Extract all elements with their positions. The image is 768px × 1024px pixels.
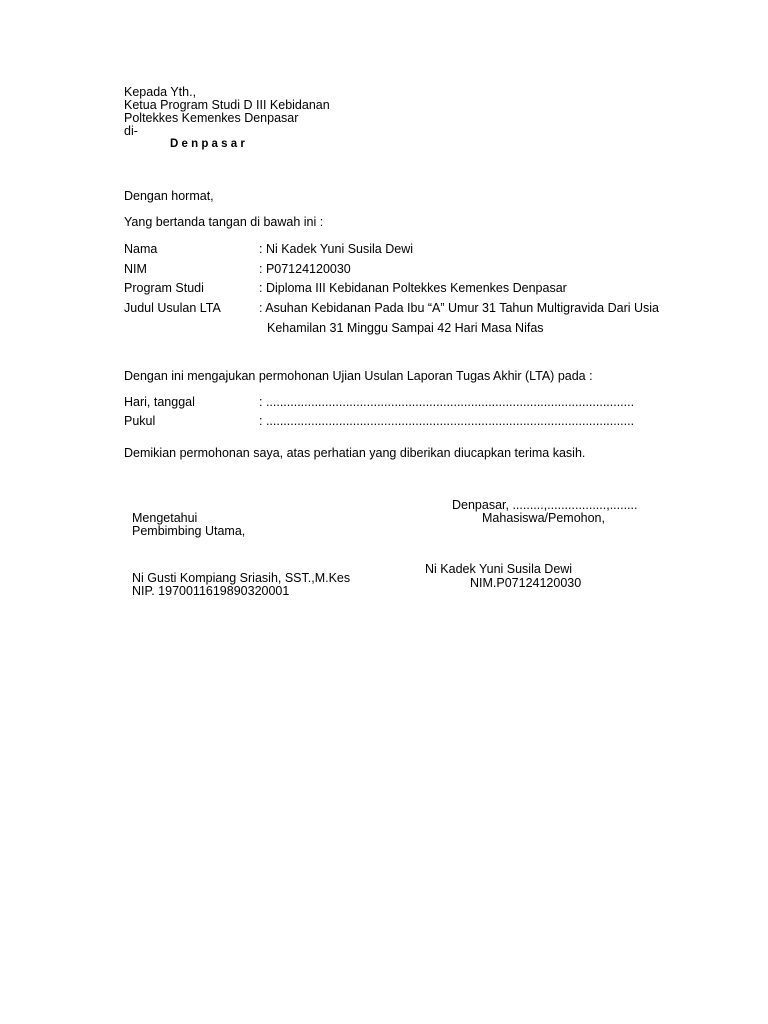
- identity-label-nama: Nama: [124, 242, 158, 256]
- closing-text: Demikian permohonan saya, atas perhatian yang diberikan diucapkan terima kasih.: [124, 446, 586, 460]
- address-line-1: Kepada Yth.,: [124, 85, 197, 99]
- approval-label: Mengetahui: [132, 511, 198, 525]
- schedule-label-date: Hari, tanggal: [124, 395, 195, 409]
- applicant-role: Mahasiswa/Pemohon,: [482, 511, 605, 525]
- identity-value-nim: : P07124120030: [259, 262, 351, 276]
- address-line-3: Poltekkes Kemenkes Denpasar: [124, 111, 299, 125]
- identity-value-judul-cont: Kehamilan 31 Minggu Sampai 42 Hari Masa Nifas: [267, 321, 544, 335]
- supervisor-name: Ni Gusti Kompiang Sriasih, SST.,M.Kes: [132, 571, 351, 585]
- identity-value-judul: : Asuhan Kebidanan Pada Ibu “A” Umur 31 Tahun Multigravida Dari Usia: [259, 301, 659, 315]
- address-line-4: di-: [124, 124, 138, 138]
- intro-text: Yang bertanda tangan di bawah ini :: [124, 215, 324, 229]
- address-line-2: Ketua Program Studi D III Kebidanan: [124, 98, 330, 112]
- supervisor-nip: NIP. 1970011619890320001: [132, 584, 290, 598]
- identity-label-program: Program Studi: [124, 281, 204, 295]
- supervisor-title: Pembimbing Utama,: [132, 524, 246, 538]
- schedule-label-time: Pukul: [124, 414, 156, 428]
- applicant-nim: NIM.P07124120030: [470, 576, 582, 590]
- identity-value-nama: : Ni Kadek Yuni Susila Dewi: [259, 242, 414, 256]
- identity-label-nim: NIM: [124, 262, 147, 276]
- applicant-name: Ni Kadek Yuni Susila Dewi: [425, 562, 573, 576]
- address-city: Denpasar: [170, 138, 249, 150]
- place-date: Denpasar, .........,.................,........: [452, 498, 638, 512]
- identity-label-judul: Judul Usulan LTA: [124, 301, 221, 315]
- request-text: Dengan ini mengajukan permohonan Ujian Usulan Laporan Tugas Akhir (LTA) pada :: [124, 369, 593, 383]
- schedule-value-time: : ..........................................................................................................: [259, 414, 635, 428]
- identity-value-program: : Diploma III Kebidanan Poltekkes Kemenkes Denpasar: [259, 281, 567, 295]
- greeting: Dengan hormat,: [124, 189, 214, 203]
- schedule-value-date: : ..........................................................................................................: [259, 395, 635, 409]
